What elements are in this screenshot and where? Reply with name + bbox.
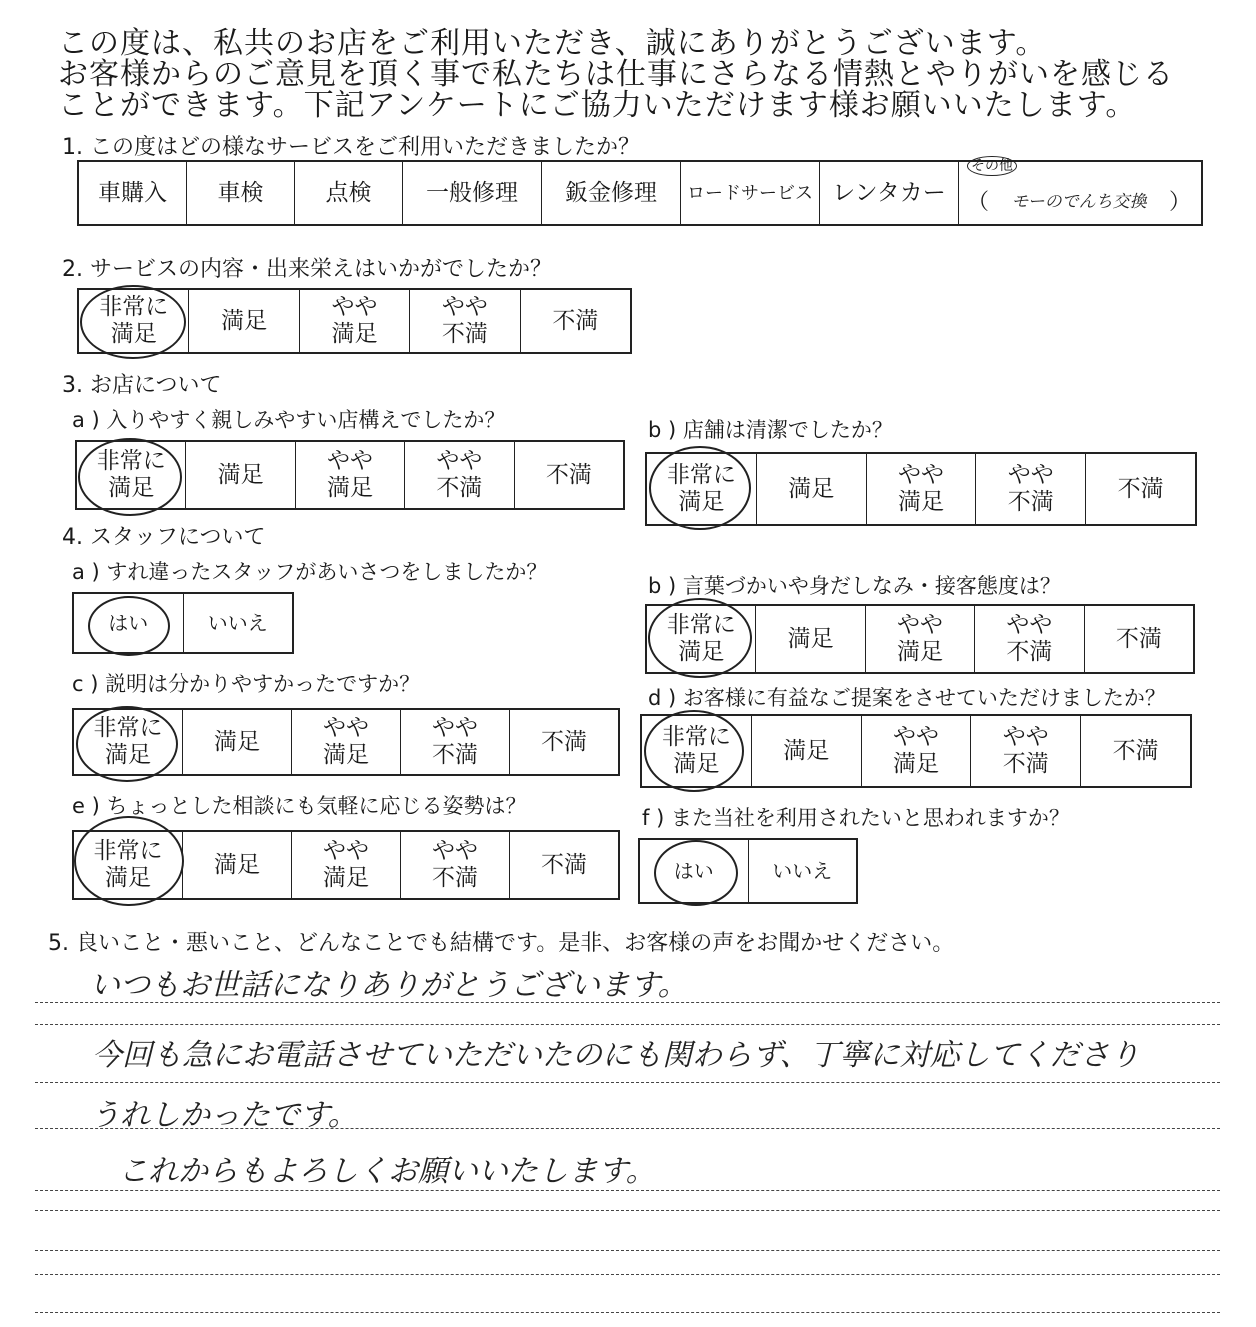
q4d-question: d ) お客様に有益なご提案をさせていただけましたか？ [648, 686, 1166, 710]
intro-line-2: お客様からのご意見を頂く事で私たちは仕事にさらなる情熱とやりがいを感じる [58, 57, 1174, 92]
q3b-scale [645, 452, 1197, 526]
q1-option-inspection[interactable]: 車検 [187, 162, 295, 224]
q4e-scale [72, 830, 620, 900]
q3a-very-satisfied[interactable]: 非常に 満足 [77, 442, 186, 508]
q1-option-general-repair[interactable]: 一般修理 [403, 162, 542, 224]
q3a-somewhat-satisfied[interactable]: やや 満足 [296, 442, 405, 508]
q4d-satisfied[interactable]: 満足 [752, 716, 862, 786]
q4c-very-satisfied[interactable]: 非常に 満足 [74, 710, 183, 774]
q4e-dissatisfied[interactable]: 不満 [541, 851, 587, 878]
q3a-scale [75, 440, 625, 510]
q2-scale [77, 288, 632, 354]
q5-title: 5. 良いこと・悪いこと、どんなことでも結構です。是非、お客様の声をお聞かせください。 [48, 931, 955, 956]
intro-line-3: ことができます。下記アンケートにご協力いただけます様お願いいたします。 [58, 88, 1137, 123]
q2-somewhat-satisfied[interactable]: やや 満足 [300, 290, 410, 352]
q4e-question: e ) ちょっとした相談にも気軽に応じる姿勢は？ [72, 794, 527, 818]
comment-line-4: これからもよろしくお願いいたします。 [118, 1154, 656, 1189]
q1-option-road-service[interactable]: ロードサービス [681, 162, 820, 224]
q4d-scale [640, 714, 1192, 788]
q4b-question: b ) 言葉づかいや身だしなみ・接客態度は？ [648, 574, 1061, 598]
q4c-question: c ) 説明は分かりやすかったですか？ [72, 672, 421, 696]
q4e-somewhat-dissatisfied[interactable]: やや 不満 [401, 832, 510, 898]
q4c-satisfied[interactable]: 満足 [183, 710, 292, 774]
q4c-dissatisfied[interactable]: 不満 [541, 728, 587, 755]
q4b-satisfied[interactable]: 満足 [756, 606, 865, 672]
other-handwritten-value: モーのでんち交換 [1011, 192, 1147, 212]
q4f-yesno [638, 838, 858, 904]
q4c-scale [72, 708, 620, 776]
q4e-satisfied[interactable]: 満足 [183, 832, 292, 898]
dashed-rule [35, 1250, 1220, 1251]
q1-title: 1. この度はどの様なサービスをご利用いただきましたか？ [62, 135, 640, 160]
other-label-circled: その他 [967, 156, 1017, 176]
comment-line-3: うれしかったです。 [90, 1098, 358, 1133]
dashed-rule [35, 1128, 1220, 1129]
q3b-question: b ) 店舗は清潔でしたか？ [648, 418, 893, 442]
q3-title: 3. お店について [62, 373, 222, 398]
q4a-yesno [72, 592, 294, 654]
q4b-scale [645, 604, 1195, 674]
q4c-somewhat-dissatisfied[interactable]: やや 不満 [401, 710, 510, 774]
q4-title: 4. スタッフについて [62, 525, 266, 550]
dashed-rule [35, 1190, 1220, 1191]
q3b-satisfied[interactable]: 満足 [757, 454, 867, 524]
q3b-dissatisfied[interactable]: 不満 [1117, 475, 1164, 502]
q4b-somewhat-dissatisfied[interactable]: やや 不満 [975, 606, 1084, 672]
q3a-satisfied[interactable]: 満足 [186, 442, 295, 508]
q4d-very-satisfied[interactable]: 非常に 満足 [642, 716, 752, 786]
q3b-very-satisfied[interactable]: 非常に 満足 [647, 454, 757, 524]
q4d-dissatisfied[interactable]: 不満 [1112, 737, 1159, 764]
q2-satisfied[interactable]: 満足 [189, 290, 299, 352]
q2-dissatisfied[interactable]: 不満 [552, 307, 599, 334]
q1-option-body-repair[interactable]: 鈑金修理 [542, 162, 681, 224]
comment-line-1: いつもお世話になりありがとうございます。 [90, 968, 688, 1003]
intro-line-1: この度は、私共のお店をご利用いただき、誠にありがとうございます。 [58, 26, 1047, 61]
dashed-rule [35, 1312, 1220, 1313]
dashed-rule [35, 1082, 1220, 1083]
q3b-somewhat-satisfied[interactable]: やや 満足 [867, 454, 977, 524]
q1-option-check[interactable]: 点検 [295, 162, 403, 224]
dashed-rule [35, 1002, 1220, 1003]
q4e-somewhat-satisfied[interactable]: やや 満足 [292, 832, 401, 898]
q4d-somewhat-satisfied[interactable]: やや 満足 [862, 716, 972, 786]
q4e-very-satisfied[interactable]: 非常に 満足 [74, 832, 183, 898]
q3a-dissatisfied[interactable]: 不満 [545, 461, 592, 488]
q4b-somewhat-satisfied[interactable]: やや 満足 [866, 606, 975, 672]
q2-somewhat-dissatisfied[interactable]: やや 不満 [410, 290, 520, 352]
q4a-no[interactable]: いいえ [207, 610, 268, 635]
q4b-dissatisfied[interactable]: 不満 [1115, 625, 1162, 652]
q4f-question: f ) また当社を利用されたいと思われますか？ [642, 806, 1070, 830]
other-close-paren: ） [1168, 190, 1191, 215]
q4c-somewhat-satisfied[interactable]: やや 満足 [292, 710, 401, 774]
q3b-somewhat-dissatisfied[interactable]: やや 不満 [976, 454, 1086, 524]
q1-option-other[interactable] [959, 158, 1201, 224]
other-open-paren: （ [967, 190, 990, 215]
intro-text [58, 28, 1238, 121]
q4a-question: a ) すれ違ったスタッフがあいさつをしましたか？ [72, 560, 548, 584]
q2-very-satisfied[interactable]: 非常に 満足 [79, 290, 189, 352]
dashed-rule [35, 1274, 1220, 1275]
dashed-rule [35, 1210, 1220, 1211]
q1-option-car-purchase[interactable]: 車購入 [79, 162, 187, 224]
q3a-somewhat-dissatisfied[interactable]: やや 不満 [405, 442, 514, 508]
q4b-very-satisfied[interactable]: 非常に 満足 [647, 606, 756, 672]
q1-options [77, 160, 1203, 226]
q4a-yes[interactable]: はい [74, 594, 184, 652]
q4d-somewhat-dissatisfied[interactable]: やや 不満 [971, 716, 1081, 786]
q1-option-rental-car[interactable]: レンタカー [820, 162, 959, 224]
q2-title: 2. サービスの内容・出来栄えはいかがでしたか？ [62, 257, 552, 282]
dashed-rule [35, 1024, 1220, 1025]
comment-line-2: 今回も急にお電話させていただいたのにも関わらず、丁寧に対応してくださり [92, 1038, 1140, 1073]
q3a-question: a ) 入りやすく親しみやすい店構えでしたか？ [72, 408, 506, 432]
q4f-no[interactable]: いいえ [772, 858, 833, 883]
q4f-yes[interactable]: はい [640, 840, 749, 902]
